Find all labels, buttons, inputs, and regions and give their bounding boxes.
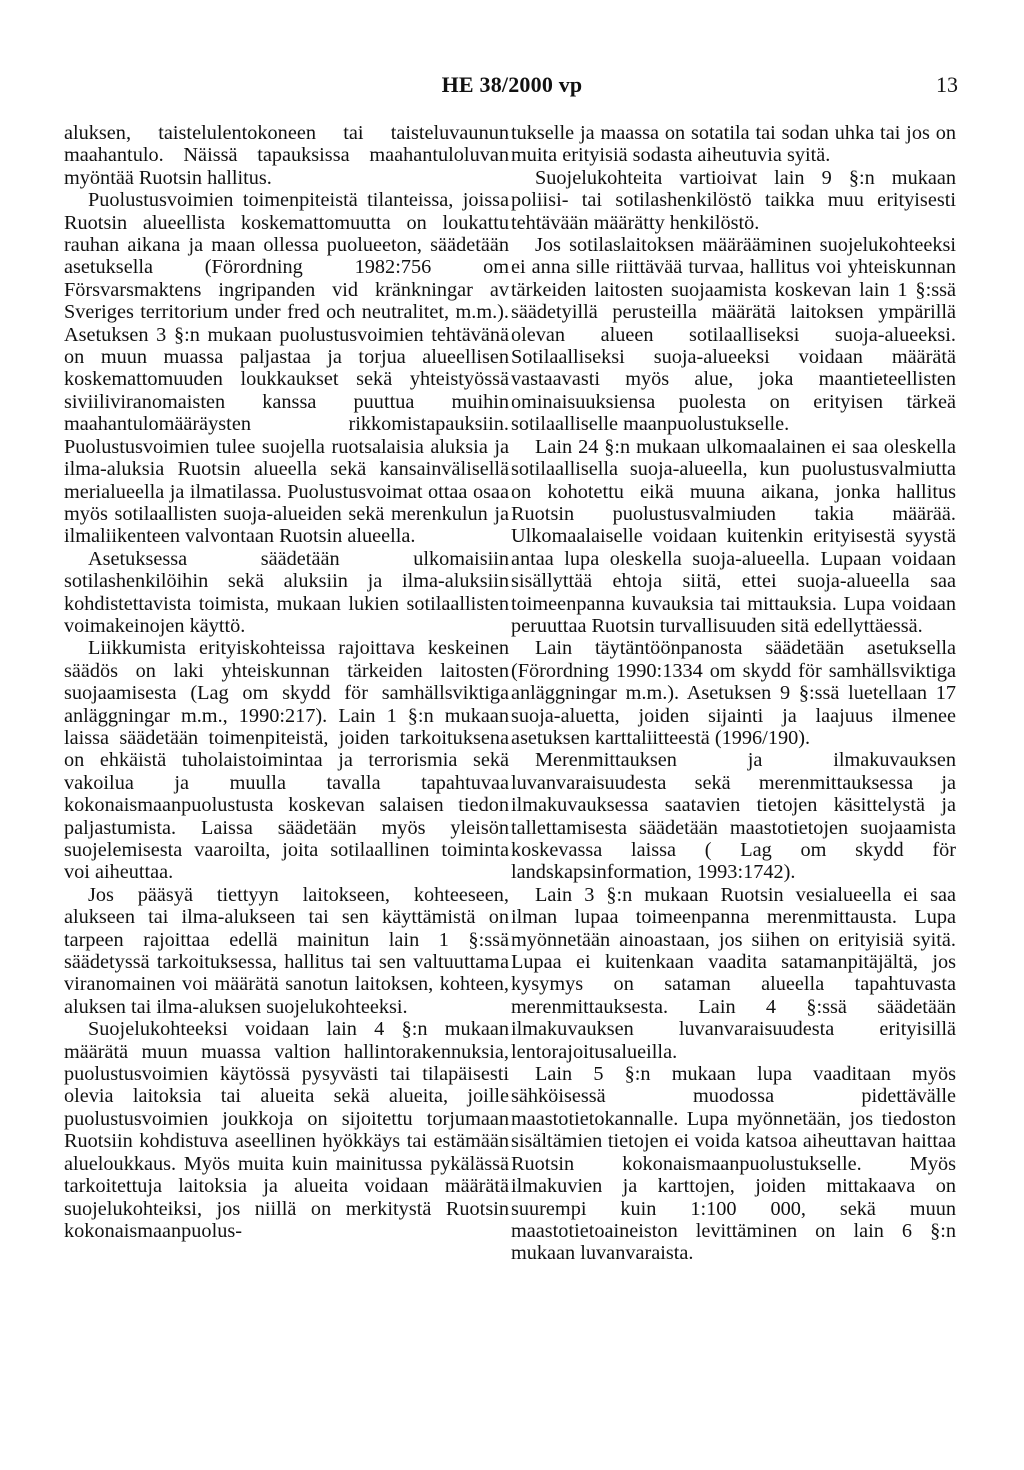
left-column <box>64 122 509 1242</box>
paragraph: Lain 3 §:n mukaan Ruotsin vesialueella ei saa ilman lupaa toimeenpanna merenmittausta. Lupa myönnetään ainoastaan, jos siihen on erityisiä syitä. Lupaa ei kuitenkaan vaadita satamanpitäjältä, jos kysymys on sataman alueella tapahtuvasta merenmittauksesta. Lain 4 §:ssä säädetään ilmakuvauksen luvanvaraisuudesta erityisillä lentorajoitusalueilla. <box>511 883 956 1063</box>
paragraph: Puolustusvoimien toimenpiteistä tilanteissa, joissa Ruotsin alueellista koskemattomuutta on loukattu rauhan aikana ja maan ollessa puolueeton, säädetään asetuksella (Förordning 1982:756 om Försvarsmaktens ingripanden vid kränkningar av Sveriges territorium under fred och neutralitet, m.m.). Asetuksen 3 §:n mukaan puolustusvoimien tehtävänä on muun muassa paljastaa ja torjua alueellisen koskemattomuuden loukkaukset sekä yhteistyössä siviiliviranomaisten kanssa puuttua muihin maahantulomääräysten rikkomistapauksiin. Puolustusvoimien tulee suojella ruotsalaisia aluksia ja ilma-aluksia Ruotsin alueella sekä kansainvälisellä merialueella ja ilmatilassa. Puolustusvoimat ottaa osaa myös sotilaallisten suoja-alueiden sekä merenkulun ja ilmaliikenteen valvontaan Ruotsin alueella. <box>64 189 509 548</box>
paragraph: Merenmittauksen ja ilmakuvauksen luvanvaraisuudesta sekä merenmittauksessa ja ilmakuvauksessa saatavien tietojen käsittelystä ja tallettamisesta säädetään maastotietojen suojaamista koskevassa laissa ( Lag om skydd för landskapsinformation, 1993:1742). <box>511 749 956 884</box>
paragraph: tukselle ja maassa on sotatila tai sodan uhka tai jos on muita erityisiä sodasta aiheutuvia syitä. <box>511 122 956 167</box>
paragraph: Suojelukohteeksi voidaan lain 4 §:n mukaan määrätä muun muassa valtion hallintorakennuksia, puolustusvoimien käytössä pysyvästi tai tilapäisesti olevia laitoksia tai alueita sekä alueita, joille puolustusvoimien joukkoja on sijoitettu torjumaan Ruotsiin kohdistuva aseellinen hyökkäys tai estämään alueloukkaus. Myös muita kuin mainitussa pykälässä tarkoitettuja laitoksia ja alueita voidaan määrätä suojelukohteiksi, jos niillä on merkitystä Ruotsin kokonaismaanpuolus- <box>64 1018 509 1242</box>
paragraph: Jos pääsyä tiettyyn laitokseen, kohteeseen, alukseen tai ilma-alukseen tai sen käyttämistä on tarpeen rajoittaa edellä mainitun lain 1 §:ssä säädetyssä tarkoituksessa, hallitus tai sen valtuuttama viranomainen voi määrätä sanotun laitoksen, kohteen, aluksen tai ilma-aluksen suojelukohteeksi. <box>64 883 509 1018</box>
paragraph: Lain 5 §:n mukaan lupa vaaditaan myös sähköisessä muodossa pidettävälle maastotietokannalle. Lupa myönnetään, jos tiedoston sisältämien tietojen ei voida katsoa aiheuttavan haittaa Ruotsin kokonaismaanpuolustukselle. Myös ilmakuvien ja karttojen, joiden mittakaava on suurempi kuin 1:100 000, sekä muun maastotietoaineiston levittäminen on lain 6 §:n mukaan luvanvaraista. <box>511 1063 956 1265</box>
paragraph: aluksen, taistelulentokoneen tai taisteluvaunun maahantulo. Näissä tapauksissa maahantuloluvan myöntää Ruotsin hallitus. <box>64 122 509 189</box>
page-number: 13 <box>936 72 958 97</box>
paragraph: Jos sotilaslaitoksen määrääminen suojelukohteeksi ei anna sille riittävää turvaa, hallitus voi yhteiskunnan tärkeiden laitosten suojaamista koskevan lain 1 §:ssä säädetyillä perusteilla määrätä laitoksen ympärillä olevan alueen sotilaalliseksi suoja-alueeksi. Sotilaalliseksi suoja-alueeksi voidaan määrätä vastaavasti myös alue, joka maantieteellisten ominaisuuksiensa puolesta on erityisen tärkeä sotilaalliselle maanpuolustukselle. <box>511 234 956 436</box>
page-header <box>0 72 1024 106</box>
paragraph: Asetuksessa säädetään ulkomaisiin sotilashenkilöihin sekä aluksiin ja ilma-aluksiin kohdistettavista toimista, mukaan lukien sotilaallisten voimakeinojen käyttö. <box>64 547 509 637</box>
paragraph: Suojelukohteita vartioivat lain 9 §:n mukaan poliisi- tai sotilashenkilöstö taikka muu erityisesti tehtävään määrätty henkilöstö. <box>511 166 956 234</box>
paragraph: Lain täytäntöönpanosta säädetään asetuksella (Förordning 1990:1334 om skydd för samhällsviktiga anläggningar m.m.). Asetuksen 9 §:ssä luetellaan 17 suoja-aluetta, joiden sijainti ja laajuus ilmenee asetuksen karttaliitteestä (1996/190). <box>511 637 956 749</box>
right-column <box>511 122 956 1265</box>
paragraph: Liikkumista erityiskohteissa rajoittava keskeinen säädös on laki yhteiskunnan tärkeiden laitosten suojaamisesta (Lag om skydd för samhällsviktiga anläggningar m.m., 1990:217). Lain 1 §:n mukaan laissa säädetään toimenpiteistä, joiden tarkoituksena on ehkäistä tuholaistoimintaa ja terrorismia sekä vakoilua ja muulla tavalla tapahtuvaa kokonaismaanpuolustusta koskevan salaisen tiedon paljastumista. Laissa säädetään myös yleisön suojelemisesta vaaroilta, joita sotilaallinen toiminta voi aiheuttaa. <box>64 637 509 884</box>
paragraph: Lain 24 §:n mukaan ulkomaalainen ei saa oleskella sotilaallisella suoja-alueella, kun puolustusvalmiutta on kohotettu eikä muuna aikana, jonka hallitus Ruotsin puolustusvalmiuden takia määrää. Ulkomaalaiselle voidaan kuitenkin erityisestä syystä antaa lupa oleskella suoja-alueella. Lupaan voidaan sisällyttää ehtoja siitä, ettei suoja-alueella saa toimeenpanna kuvauksia tai mittauksia. Lupa voidaan peruuttaa Ruotsin turvallisuuden sitä edellyttäessä. <box>511 435 956 637</box>
document-title: HE 38/2000 vp <box>441 72 583 97</box>
